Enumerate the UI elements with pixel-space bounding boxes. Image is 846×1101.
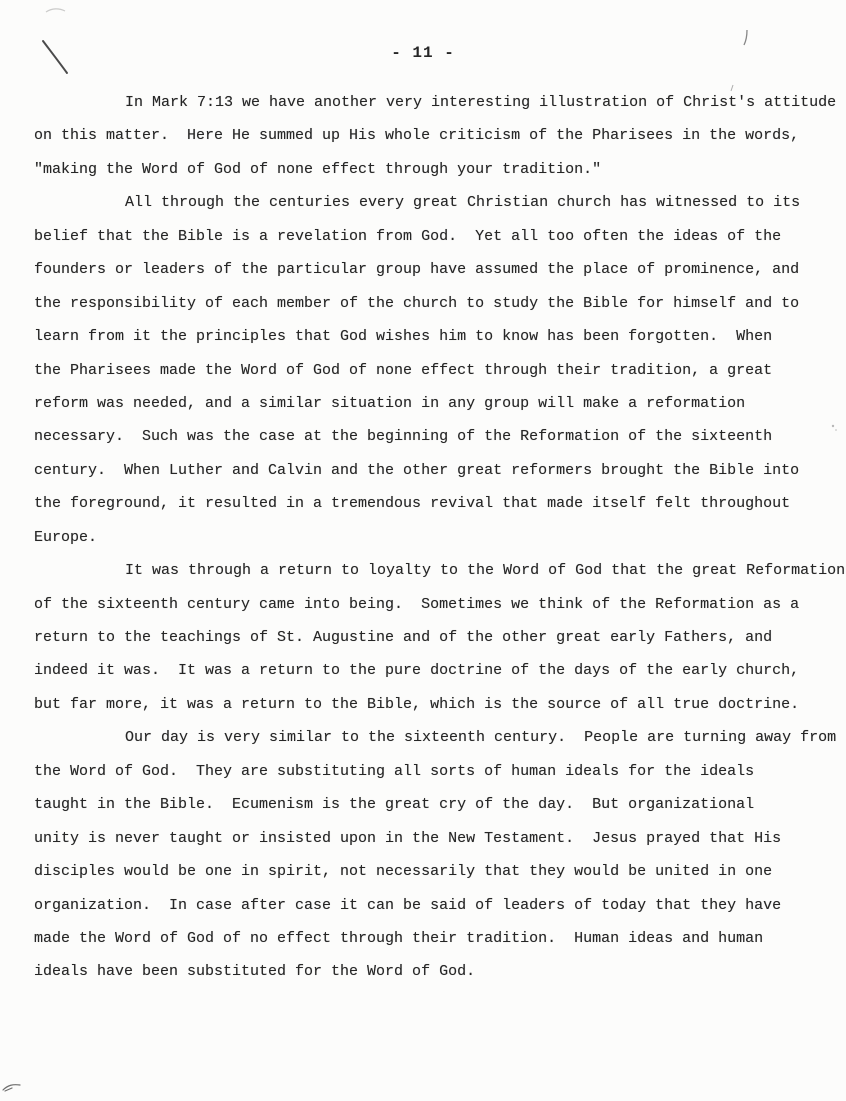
bottom-scribble-artifact [3, 1085, 20, 1091]
text-line: indeed it was. It was a return to the pure doctrine of the days of the early church, [34, 662, 800, 680]
text-line: Our day is very similar to the sixteenth century. People are turning away from [125, 729, 837, 747]
paragraph [34, 554, 846, 721]
text-line: disciples would be one in spirit, not necessarily that they would be united in one [34, 863, 773, 881]
text-line: made the Word of God of no effect through their tradition. Human ideas and human [34, 929, 764, 947]
paragraph [34, 86, 837, 186]
text-line: Europe. [34, 528, 98, 546]
document-body [34, 86, 846, 989]
text-line: ideals have been substituted for the Word of God. [34, 963, 476, 981]
text-line: "making the Word of God of none effect through your tradition." [34, 160, 602, 178]
text-line: taught in the Bible. Ecumenism is the great cry of the day. But organizational [34, 796, 755, 814]
text-line: the foreground, it resulted in a tremendous revival that made itself felt throughout [34, 495, 791, 513]
text-line: the Pharisees made the Word of God of none effect through their tradition, a great [34, 361, 773, 379]
text-line: unity is never taught or insisted upon in the New Testament. Jesus prayed that His [34, 829, 782, 847]
text-line: founders or leaders of the particular group have assumed the place of prominence, and [34, 261, 800, 279]
text-line: the Word of God. They are substituting all sorts of human ideals for the ideals [34, 762, 755, 780]
text-line: All through the centuries every great Christian church has witnessed to its [125, 194, 801, 212]
dot-speck-artifact-2 [835, 429, 837, 431]
text-line: century. When Luther and Calvin and the other great reformers brought the Bible into [34, 461, 800, 479]
text-line: organization. In case after case it can be said of leaders of today that they have [34, 896, 782, 914]
text-line: the responsibility of each member of the church to study the Bible for himself and to [34, 294, 800, 312]
text-line: return to the teachings of St. Augustine and of the other great early Fathers, and [34, 629, 773, 646]
text-line: learn from it the principles that God wishes him to know has been forgotten. When [34, 328, 773, 346]
page-number: - 11 - [391, 44, 455, 62]
text-line: In Mark 7:13 we have another very interesting illustration of Christ's attitude [125, 94, 837, 111]
faint-squiggle-artifact [46, 9, 65, 12]
text-line: reform was needed, and a similar situation in any group will make a reformation [34, 394, 746, 412]
text-line: but far more, it was a return to the Bible, which is the source of all true doctrine. [34, 695, 800, 713]
tick-mark-artifact [744, 30, 747, 45]
paragraph [34, 721, 837, 989]
text-line: belief that the Bible is a revelation from God. Yet all too often the ideas of the [34, 227, 782, 245]
text-line: on this matter. Here He summed up His whole criticism of the Pharisees in the words, [34, 127, 800, 145]
dot-speck-artifact [832, 425, 834, 427]
paragraph [34, 186, 824, 554]
text-line: necessary. Such was the case at the beginning of the Reformation of the sixteenth [34, 428, 773, 446]
text-line: It was through a return to loyalty to the Word of God that the great Reformation [125, 562, 846, 580]
text-line: of the sixteenth century came into being. Sometimes we think of the Reformation as a [34, 595, 800, 613]
